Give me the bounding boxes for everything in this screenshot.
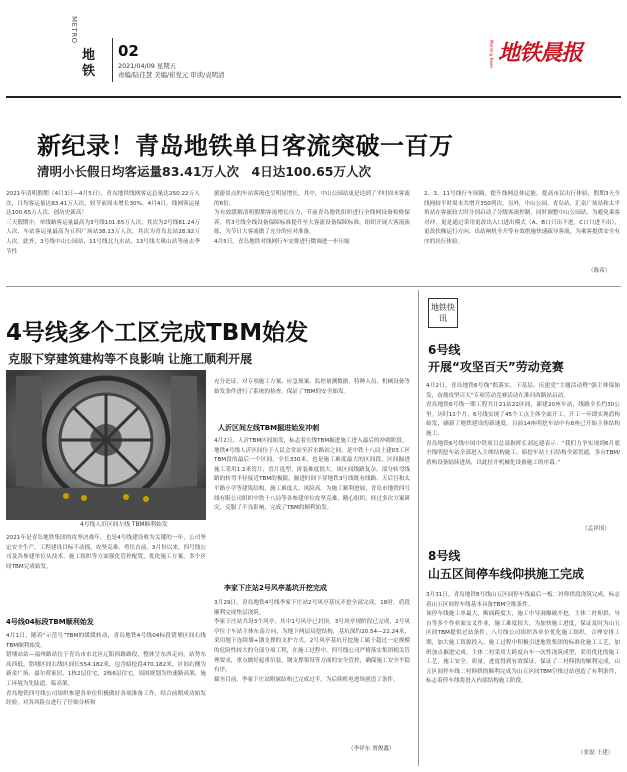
- tbm-col2-intro: 充分论证，对专项施工方案、应急预案、监控量测数据、特种人员、机械设备等始发条件进行了系统的检查，保证了TBM的安全始发。: [214, 379, 410, 395]
- lead-col-1: 2021年清明假期（4月3日—4月5日），青岛地铁线网客运总量达250.22万人次，日均客运量达83.41万人次，较节前周末增长30%。4月4日，线网客运量达100.65万人次，创历史新高！ 三天假期中，单线路客运量最高为3号线101.65万人次，其次为2号线81.24万人次，车站客运量最高为五四广场站38.13万人次，其次为青岛北站28.92万人次。此外，3号线中山公园站、11号线北九水站、13号线大珠山站等前去季节性: [6, 191, 200, 255]
- tbm-headline: 4号线多个工区完成TBM始发: [6, 320, 309, 346]
- header-rule: [6, 96, 621, 98]
- tbm-subheadline: 克服下穿建筑建构等不良影响 让施工顺利开展: [8, 352, 253, 366]
- column-divider: [418, 290, 419, 766]
- editor-credits: 责编/陆佳慧 美编/崔党元 审读/袁明清: [118, 71, 225, 79]
- issue-date: 2021/04/09 星期五: [118, 62, 177, 70]
- express-label: 地铁快讯: [428, 298, 458, 328]
- express-2-heading-line1: 8号线: [428, 549, 461, 563]
- express-1-body: 4月2日，青岛地铁6号线“抓落实、下基层、庆建党”主题活动暨“强主体保始发，奋战攻坚百天”专项劳动竞赛活动在淮河西路站启动。 青岛地铁6号线一期工程共计21站22区间，新建20座车站，线路全长约30公里。历时11个月，6号线实现了45个工点主体全面开工，开工一年即实现盾构始发，刷新了地铁建设的新速度。目前14座明挖车站中有8座已开始主体结构施工。 青岛地铁6号线中国中铁项目总部指挥长刘远建表示：“我们力争实现到6月底全线明挖车站全部进入主体结构施工，暗挖车站土石结构全部贯通，多台TBM/盾构设备陆续进场，以此拉开机械化设备施工的序幕。”: [426, 383, 620, 466]
- tbm-photo-caption: 4号线人沂区间左线 TBM顺利始发: [80, 522, 168, 528]
- lead-rule: [6, 286, 621, 287]
- paper-logo: 地铁晨报: [498, 41, 583, 66]
- express-2-signature: （张磊 王建）: [578, 750, 614, 756]
- page-number: 02: [118, 42, 139, 60]
- lead-subheadline: 清明小长假日均客运量83.41万人次 4日达100.65万人次: [37, 164, 371, 179]
- tbm-col1-heading: 4号线04标段TBM顺利始发: [6, 618, 94, 626]
- lead-col-3: 2、3、11号线行车间隔，提升线网总体运能，提高市民出行体验，假期3天全线网较平时周末共增开350列次。另外，中山公园、青岛站、汇泉广场站和太平角站在客流较大时分别启动了分级客流控制，同时调整中山公园站，为避免乘客对冲，更是通过采用更改出入口进出模式（A、B口只出不进，C口只进不出），更改扶梯运行方向、出站闸机全开等有效措施快速疏导客流，为乘客提供安全有序的出行体验。: [424, 191, 620, 245]
- header-info: [118, 62, 224, 80]
- tbm-col2-heading-2: 李家下庄站2号风亭基坑开挖完成: [224, 584, 327, 592]
- header-divider: [112, 38, 113, 82]
- tbm-col2-body-1: 4月2日，人沂TBM区间始发，标志着左线TBM掘进施工进入最后的冲刺阶段。 地铁4号线人沂区间位于人民会堂站至沂水路站之间，是中铁十八局土建03工区TBM段的最后一个区间，全长330米，也是施工难度最大的区间段。区间掘进施工采用1.2米管片，管片选型、拼装难度很大。该区间线路复杂，部分转弯线路的转弯半径接近TBM的极限，掘进时间下穿地铁3号线既有线路、天后宫和太平路小学等建筑结构，施工难度大、风险高。为施工顺利进展，青岛市地铁四号线有限公司组织中铁十八局等各参建单位攻坚克难、精心组织，经过多次方案研究，克服了不良影响，完成了TBM的顺利始发。: [214, 438, 410, 512]
- lead-signature: （陈希）: [588, 268, 611, 274]
- paper-slogan: Morning News: [489, 40, 494, 69]
- express-1-heading-line1: 6号线: [428, 343, 461, 357]
- lead-headline: 新纪录！青岛地铁单日客流突破一百万: [37, 132, 454, 160]
- tbm-signature: （李祥东 贾俊鑫）: [348, 746, 395, 752]
- express-2-body: 3月31日，青岛地铁8号线山五区间停车线最后一板二衬仰拱段浇筑完成，标志着山五区间停车线基本具备TBM空推条件。 该停车线施工单最大，断面跨度大，施工中导洞爆破开挖，主体二衬仰拱、导台等多个作业面交叉作业，施工难度较大。为加快施工进度，保证及时为山五区间TBM提供过站条件，八号线公司组织各单位优化施工组织，合理安排工期，加大施工资源投入。施工过程中积极引进地铁集团的标准化施工工艺，加班加点掘进完成。主体二衬采用大跨度台车一次性浇筑成型，采用优化的施工工艺，施工安全、质量、进度得到有效保证，保证了二衬仰拱的顺利完成。山五区间停车线二衬仰拱的顺利完成为山五区间TBM空推过站创造了有利条件，标志着停车线将进入内部结构施工阶段。: [426, 592, 620, 685]
- express-1-heading-line2: 开展“攻坚百天”劳动竞赛: [428, 360, 564, 374]
- tbm-photo: [6, 370, 206, 520]
- tbm-col2-body-2: 3月29日，青岛地铁4号线李家下庄站2号风亭基坑开挖全部完成，18时，盾段顺利完成垫层浇筑。 李家下庄站共设3个风亭，其中1号风亭已封顶，3号风亭现阶段已完成，2号风亭位于车站主体东南方向，为地下两层局挖结构，基坑深约20.54—22.24米，采用地下连续墙+钢支撑的支护方式。2号风亭基坑开挖施工属于超过一定规模的危险性较大的分部分项工程，在施工过程中，四号线公司严格落实集团相关管理要求，重点做好起重吊装、钢支撑架设等方面的安全管控，确保施工安全平稳有序。 截至目前，李家下庄站附属结构已完成过半，为后续机电进场创造了条件。: [214, 600, 410, 683]
- section-label-en: METRO: [70, 16, 78, 44]
- express-1-signature: （孟祥国）: [582, 526, 610, 532]
- tbm-col1-intro: 2021年是青岛地铁集团的攻坚决战年，也是4号线建设收为关键的一年，公司坚定安全生产、工程建设目标不动摇，攻坚克难、勇往直前。3月份以来，四号线公司及各参建单位从技术、施工组织等方面强化管控配置，优化施工方案，多个区间TBM完成始发。: [6, 535, 206, 570]
- tbm-col1-body: 4月1日，随着“示范号”TBM的缓缓转动，青岛地铁4号线04标段错埔区间右线TBM顺利始发。 错埔站站—福州路站位于青岛市市北区辽阳西路路段，整体呈东西走向，站势东高西低。错埔区间右线区间长554.182米，包含暗挖段470.182米，区间右侧为新金广场、嘉尔荷家居，1栋2层住宅，2栋6层住宅，周围规划为快速路高架，施工环境为先陆道，临高架。 青岛地铁四号线公司组织参建各单位积极做好各项准备工作，结合前期成功始发经验，对各风险点进行了仔细分析和: [6, 633, 206, 707]
- express-2-heading-line2: 山五区间停车线仰拱施工完成: [428, 567, 585, 581]
- tunnel-image: [6, 370, 206, 520]
- lead-col-2: 旅游景点的车站客流也呈明显增长，其中，中山公园站更是达到了平时周末客流的6倍。 为有效缓解清明假期客流增长压力，节前青岛地铁组织进行全线网设备检修保养，将3号线全线设备保障标准提升至大客流设备保障标准，组织开展大客流演练，为节日大客流做了充分的应对准备。 4月5日，青岛地铁对线网行车安排进行微调进一步压缩: [214, 191, 410, 245]
- tbm-col2-heading-1: 人沂区间左线TBM掘进始发冲刺: [218, 424, 320, 432]
- section-label: 地铁: [82, 48, 96, 79]
